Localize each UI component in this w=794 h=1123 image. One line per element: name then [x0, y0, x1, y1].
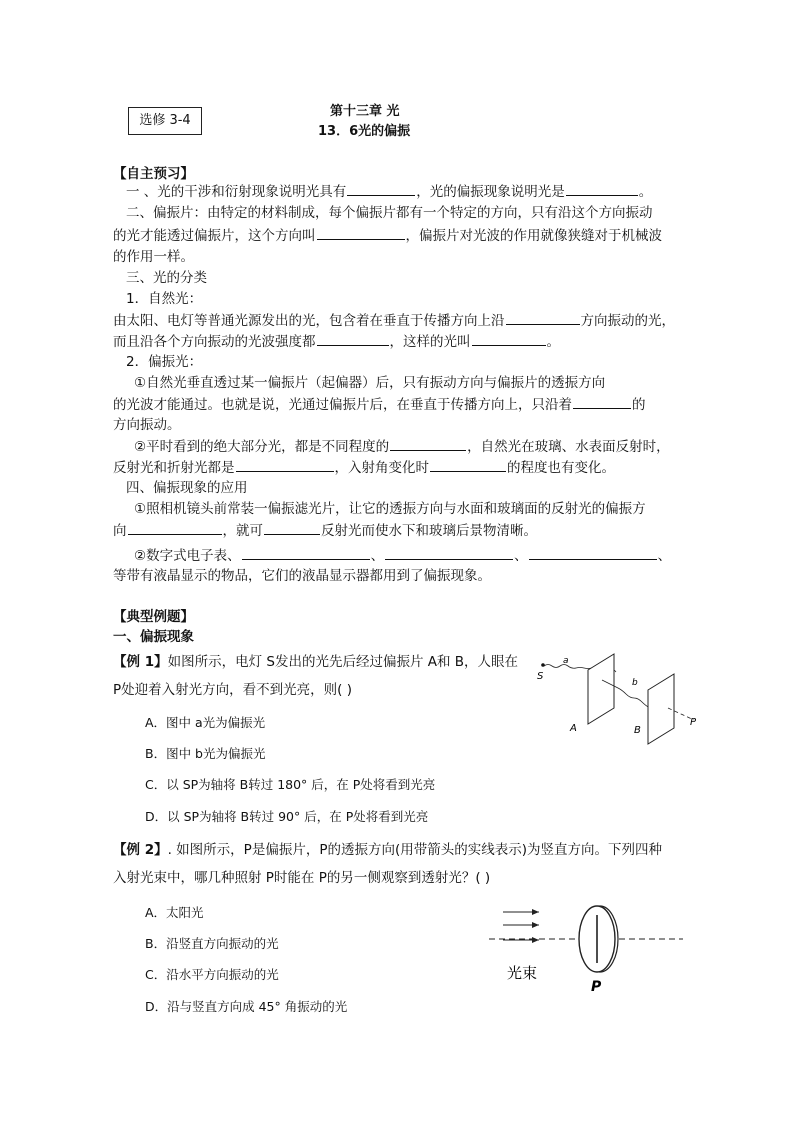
preview-line-3 — [113, 225, 662, 247]
ex1-option-a[interactable]: A．图中 a光为偏振光 — [145, 715, 266, 730]
fill-blank[interactable] — [385, 545, 513, 560]
ex1-option-d[interactable]: D．以 SP为轴将 B转过 90° 后，在 P处将看到光亮 — [145, 809, 429, 824]
text: 方向振动的光， — [580, 313, 675, 329]
preview-line-17 — [113, 520, 537, 542]
preview-line-8 — [113, 331, 560, 353]
text: ，自然光在玻璃、水表面反射时， — [467, 439, 670, 455]
examples-heading: 【典型例题】 — [113, 609, 194, 625]
fill-blank[interactable] — [472, 331, 546, 346]
text: ②数字式电子表、 — [134, 548, 241, 564]
label-a: A — [570, 723, 577, 734]
preview-line-7 — [113, 310, 675, 332]
ex1-tag: 【例 1】 — [113, 654, 168, 670]
course-tag: 选修 3-4 — [128, 107, 202, 135]
text: ，偏振片对光波的作用就像狭缝对于机械波 — [405, 228, 662, 244]
text: 的 — [632, 397, 646, 413]
fill-blank[interactable] — [236, 457, 334, 472]
preview-line-5: 三、光的分类 — [126, 270, 207, 286]
ex2-question-line-2: 入射光束中，哪几种照射 P时能在 P的另一侧观察到透射光？( ) — [113, 870, 491, 886]
ex1-figure — [530, 650, 710, 745]
text: 、 — [657, 548, 672, 564]
label-s: S — [537, 671, 544, 682]
preview-line-14 — [113, 457, 615, 479]
text: 。 — [546, 334, 560, 350]
text: ②平时看到的绝大部分光，都是不同程度的 — [134, 439, 390, 455]
ex2-option-a[interactable]: A．太阳光 — [145, 905, 204, 920]
ex2-tag: 【例 2】 — [113, 842, 168, 858]
text: ，这样的光叫 — [389, 334, 471, 350]
label-beam: 光束 — [507, 964, 538, 982]
fill-blank[interactable] — [390, 436, 466, 451]
fill-blank[interactable] — [430, 457, 506, 472]
fill-blank[interactable] — [506, 310, 580, 325]
label-p: P — [591, 979, 602, 995]
text: 反射光和折射光都是 — [113, 460, 235, 476]
text: ，光的偏振现象说明光是 — [416, 184, 565, 200]
text: . 如图所示，P是偏振片，P的透振方向(用带箭头的实线表示)为竖直方向。下列四种 — [167, 842, 662, 858]
label-b: B — [634, 725, 641, 736]
arrowhead-icon — [532, 909, 539, 915]
polarizer-a — [588, 654, 614, 724]
preview-line-13 — [134, 436, 670, 458]
text: 由太阳、电灯等普通光源发出的光，包含着在垂直于传播方向上沿 — [113, 313, 505, 329]
preview-line-6: 1．自然光： — [126, 291, 203, 307]
fill-blank[interactable] — [573, 394, 631, 409]
fill-blank[interactable] — [566, 181, 638, 196]
preview-line-18 — [134, 545, 671, 567]
fill-blank[interactable] — [529, 545, 657, 560]
preview-heading: 【自主预习】 — [113, 166, 194, 182]
ex2-option-d[interactable]: D．沿与竖直方向成 45° 角振动的光 — [145, 999, 348, 1014]
fill-blank[interactable] — [347, 181, 415, 196]
preview-line-19: 等带有液晶显示的物品，它们的液晶显示器都用到了偏振现象。 — [113, 568, 491, 584]
text: ，入射角变化时 — [334, 460, 429, 476]
label-p: P — [690, 717, 697, 728]
text: 。 — [638, 184, 653, 200]
text: 向 — [113, 523, 127, 539]
preview-line-9: 2．偏振光： — [126, 354, 203, 370]
preview-line-11 — [113, 394, 646, 416]
ex1-option-b[interactable]: B．图中 b光为偏振光 — [145, 746, 266, 761]
preview-line-15: 四、偏振现象的应用 — [126, 480, 248, 496]
label-b-ray: b — [632, 678, 638, 688]
preview-line-16: ①照相机镜头前常装一偏振滤光片，让它的透振方向与水面和玻璃面的反射光的偏振方 — [134, 501, 646, 517]
preview-line-4: 的作用一样。 — [113, 249, 194, 265]
fill-blank[interactable] — [128, 520, 222, 535]
text: 一 、光的干涉和衍射现象说明光具有 — [126, 184, 347, 200]
ex2-option-b[interactable]: B．沿竖直方向振动的光 — [145, 936, 279, 951]
text: 、 — [370, 548, 385, 564]
text: 的光才能透过偏振片，这个方向叫 — [113, 228, 316, 244]
text: 的程度也有变化。 — [507, 460, 615, 476]
fill-blank[interactable] — [264, 520, 320, 535]
ex2-option-c[interactable]: C．沿水平方向振动的光 — [145, 967, 279, 982]
ex1-question-line-2: P处迎着入射光方向，看不到光亮，则( ) — [113, 682, 352, 698]
preview-line-1 — [126, 181, 652, 203]
preview-line-12: 方向振动。 — [113, 417, 181, 433]
fill-blank[interactable] — [317, 225, 405, 240]
ex2-question-line-1 — [113, 840, 662, 861]
text: 如图所示，电灯 S发出的光先后经过偏振片 A和 B，人眼在 — [167, 654, 519, 670]
text: 反射光而使水下和玻璃后景物清晰。 — [321, 523, 537, 539]
ex1-question-line-1 — [113, 652, 518, 673]
ex2-figure — [485, 895, 685, 995]
fill-blank[interactable] — [317, 331, 389, 346]
arrowhead-icon — [532, 922, 539, 928]
preview-line-2: 二、偏振片：由特定的材料制成，每个偏振片都有一个特定的方向，只有沿这个方向振动 — [126, 205, 653, 221]
examples-sub1: 一、偏振现象 — [113, 629, 194, 645]
arrowhead-icon — [532, 937, 539, 943]
fill-blank[interactable] — [242, 545, 370, 560]
text: 、 — [514, 548, 528, 564]
text: 的光波才能通过。也就是说，光通过偏振片后，在垂直于传播方向上，只沿着 — [113, 397, 572, 413]
chapter-title: 第十三章 光 — [330, 104, 400, 119]
text: 而且沿各个方向振动的光波强度都 — [113, 334, 316, 350]
section-title: 13．6光的偏振 — [318, 124, 411, 139]
text: ，就可 — [222, 523, 263, 539]
ex1-option-c[interactable]: C．以 SP为轴将 B转过 180° 后，在 P处将看到光亮 — [145, 777, 436, 792]
label-a-ray: a — [563, 656, 569, 666]
preview-line-10: ①自然光垂直透过某一偏振片（起偏器）后，只有振动方向与偏振片的透振方向 — [134, 375, 606, 391]
